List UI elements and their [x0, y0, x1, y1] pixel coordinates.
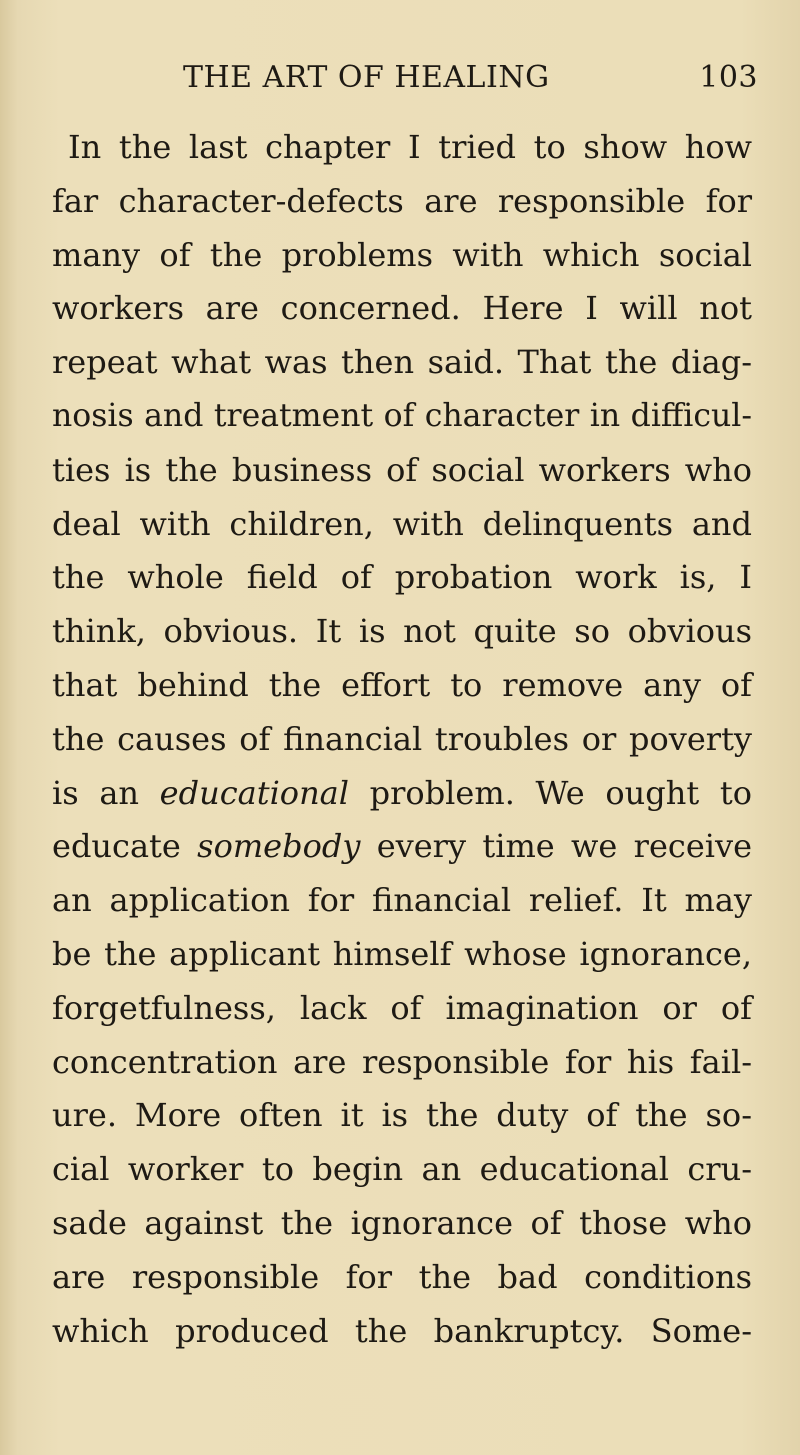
chapter-title: THE ART OF HEALING	[183, 60, 550, 95]
text-line: think, obvious. It is not quite so obvious	[52, 612, 752, 651]
text-segment: educate	[52, 827, 198, 866]
text-line: ure. More often it is the duty of the so-	[52, 1096, 752, 1135]
text-line: deal with children, with delinquents and	[52, 504, 752, 543]
text-line: far character-defects are responsible for	[52, 181, 752, 220]
text-line: workers are concerned. Here I will not	[52, 289, 752, 328]
text-line: cial worker to begin an educational cru-	[52, 1150, 752, 1189]
text-line: are responsible for the bad conditions	[52, 1257, 752, 1296]
text-segment: every time we receive	[360, 827, 753, 866]
text-line: concentration are responsible for his fail-	[52, 1042, 752, 1081]
body-paragraph	[52, 121, 752, 1358]
text-line: an application for financial relief. It may	[52, 881, 752, 920]
text-line: sade against the ignorance of those who	[52, 1203, 752, 1242]
text-segment: problem. We ought to	[348, 773, 753, 812]
text-line	[52, 820, 752, 874]
page-number: 103	[699, 60, 758, 95]
text-segment: is an	[52, 773, 160, 812]
text-line: nosis and treatment of character in difficul-	[52, 397, 752, 434]
text-line: be the applicant himself whose ignorance,	[52, 934, 752, 973]
text-line: the whole field of probation work is, I	[52, 558, 752, 597]
text-line: the causes of financial troubles or poverty	[52, 719, 752, 758]
text-line: which produced the bankruptcy. Some-	[52, 1311, 752, 1350]
running-head	[183, 60, 758, 110]
text-line: In the last chapter I tried to show how	[68, 128, 752, 166]
text-line	[52, 767, 752, 821]
text-line: many of the problems with which social	[52, 235, 752, 274]
text-line: that behind the effort to remove any of	[52, 665, 752, 704]
text-line: ties is the business of social workers who	[52, 450, 752, 489]
italic-word: somebody	[197, 827, 361, 866]
italic-word: educational	[159, 773, 349, 812]
text-line: repeat what was then said. That the diag-	[52, 343, 752, 382]
text-line: forgetfulness, lack of imagination or of	[52, 988, 752, 1027]
